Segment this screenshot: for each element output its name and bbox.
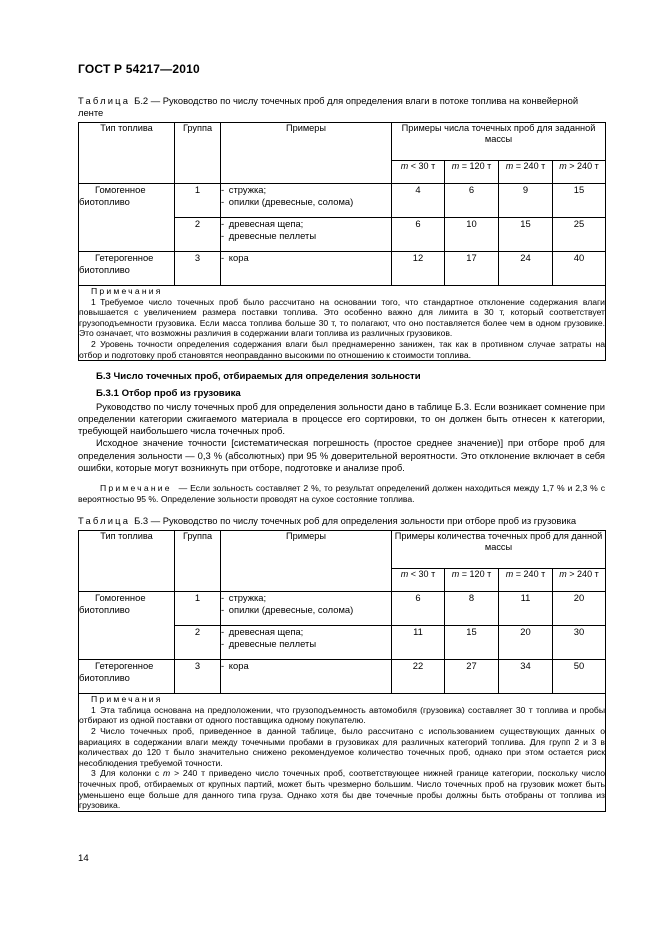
b2-cell: 15	[499, 218, 553, 252]
table-b3	[78, 530, 606, 812]
b2-note-2: 2 Уровень точности определения содержания влаги был преднамеренно занижен, так как в противном случае затраты на отбор и подготовку проб становятся неоправданно высокими по отношению к стоимости топлива.	[79, 338, 605, 360]
b3-group-3: 3	[175, 660, 221, 694]
table-b2-caption-text: Б.2 — Руководство по числу точечных проб для определения влаги в потоке топлива на конвейерной ленте	[78, 95, 579, 118]
b2-group-2: 2	[175, 218, 221, 252]
section-b3-para-2: Исходное значение точности [систематическая погрешность (простое среднее значение)] при отборе проб для определения зольности — 0,3 % (абсолютных) при 95 % доверительной вероятности. Это отклонение включает в себя ошибки, которые могут возникнуть при отборе, подготовке и анализе проб.	[78, 437, 605, 473]
b3-cell: 8	[445, 592, 499, 626]
b3-cell: 11	[499, 592, 553, 626]
b2-col-m30: m < 30 т	[392, 161, 445, 184]
section-b3-note: Примечание — Если зольность составляет 2 %, то результат определений должен находиться между 1,7 % и 2,3 % с вероятностью 95 %. Определение зольности проводят на сухое состояние топлива.	[78, 482, 605, 504]
b3-cell: 50	[553, 660, 606, 694]
b3-col-m240: m = 240 т	[499, 569, 553, 592]
b3-col-fuel-type: Тип топлива	[79, 531, 175, 592]
section-b31-heading: Б.3.1 Отбор проб из грузовика	[96, 388, 241, 400]
doc-code: ГОСТ Р 54217—2010	[78, 62, 200, 76]
b3-examples-3: - кора	[221, 660, 392, 694]
table-b3-caption	[78, 515, 605, 527]
b2-col-m120: m = 120 т	[445, 161, 499, 184]
b3-fuel-heterogeneous: Гетерогенное биотопливо	[79, 660, 175, 694]
b3-note-3: 3 Для колонки с m > 240 т приведено число точечных проб, соответствующее нижней границе категории, поскольку число точечных проб, отбираемых от крупных партий, может быть чрезмерно большим. Число точечных проб на грузовик может быть уменьшено еще больше для данного типа груза. Однако хотя бы две точечные пробы должны быть отобраны от топлива из грузовика.	[79, 768, 605, 811]
b2-fuel-homogeneous: Гомогенное биотопливо	[79, 184, 175, 252]
table-b2-caption-word: Таблица	[78, 95, 131, 106]
table-row	[79, 592, 606, 626]
b3-notes	[79, 694, 606, 812]
b3-cell: 34	[499, 660, 553, 694]
b2-examples-1: - стружка; - опилки (древесные, солома)	[221, 184, 392, 218]
b2-cell: 12	[392, 252, 445, 286]
b2-notes	[79, 286, 606, 361]
b3-note-2: 2 Число точечных проб, приведенное в данной таблице, было рассчитано с использованием существующих данных о вариациях в содержании влаги между точечными пробами в грузовиках для различных категорий топлива. Для групп 2 и 3 в количествах до 120 т было значительно снижено рекомендуемое количество точечных проб, однако при этом остается риск несоблюдения требуемой точности.	[79, 726, 605, 768]
b2-notes-title: Примечания	[91, 286, 163, 296]
b3-col-mass-span: Примеры количества точечных проб для данной массы	[392, 531, 606, 569]
table-b2	[78, 122, 606, 361]
b3-cell: 20	[553, 592, 606, 626]
b3-col-m120: m = 120 т	[445, 569, 499, 592]
section-b3-note-label: Примечание	[100, 482, 172, 493]
b2-col-m240: m = 240 т	[499, 161, 553, 184]
b3-fuel-homogeneous: Гомогенное биотопливо	[79, 592, 175, 660]
b2-cell: 6	[445, 184, 499, 218]
b3-cell: 22	[392, 660, 445, 694]
b3-notes-title: Примечания	[91, 694, 163, 705]
section-b3-heading: Б.3 Число точечных проб, отбираемых для определения зольности	[96, 371, 421, 383]
b2-note-1: 1 Требуемое число точечных проб было рассчитано на основании того, что стандартное отклонение содержания влаги повышается с увеличением размера поставки топлива. Это особенно важно для лимита в 30 т, который соответствует грузоподъемности грузовика. Если масса топлива больше 30 т, то полагают, что оно поставляется более чем в одном грузовике. Это означает, что возможны различия в содержании влаги топлива из различных грузовиков.	[79, 296, 605, 339]
page-number: 14	[78, 853, 89, 864]
table-row	[79, 184, 606, 218]
b3-col-examples: Примеры	[221, 531, 392, 592]
b2-col-examples: Примеры	[221, 123, 392, 184]
b3-cell: 6	[392, 592, 445, 626]
b3-note-1: 1 Эта таблица основана на предположении, что грузоподъемность автомобиля (грузовика) составляет 30 т топлива и пробы отбирают из одной поставки от одного поставщика одному покупателю.	[79, 704, 605, 726]
table-row	[79, 660, 606, 694]
b2-col-mass-span: Примеры числа точечных проб для заданной массы	[392, 123, 606, 161]
table-b2-caption	[78, 95, 605, 118]
table-b3-caption-word: Таблица	[78, 514, 131, 526]
b3-group-2: 2	[175, 626, 221, 660]
b3-col-group: Группа	[175, 531, 221, 592]
b3-examples-1: - стружка; - опилки (древесные, солома)	[221, 592, 392, 626]
b2-cell: 25	[553, 218, 606, 252]
b2-cell: 40	[553, 252, 606, 286]
table-row	[79, 252, 606, 286]
b3-cell: 20	[499, 626, 553, 660]
b2-col-group: Группа	[175, 123, 221, 184]
b3-cell: 11	[392, 626, 445, 660]
b2-col-fuel-type: Тип топлива	[79, 123, 175, 184]
b2-fuel-heterogeneous: Гетерогенное биотопливо	[79, 252, 175, 286]
b2-group-3: 3	[175, 252, 221, 286]
b2-examples-3: - кора	[221, 252, 392, 286]
table-b3-caption-text: Б.3 — Руководство по числу точечных роб для определения зольности при отборе проб из грузовика	[134, 514, 577, 526]
b3-cell: 15	[445, 626, 499, 660]
b3-cell: 27	[445, 660, 499, 694]
b2-cell: 4	[392, 184, 445, 218]
b3-col-m240plus: m > 240 т	[553, 569, 606, 592]
b3-col-m30: m < 30 т	[392, 569, 445, 592]
b3-cell: 30	[553, 626, 606, 660]
section-b3-para-1: Руководство по числу точечных проб для определения зольности дано в таблице Б.3. Если возникает сомнение при определении категории сжигаемого материала в процессе его сортировки, то он должен быть отнесен к категории, требующей наибольшего числа точечных проб.	[78, 401, 605, 437]
b3-group-1: 1	[175, 592, 221, 626]
b2-cell: 10	[445, 218, 499, 252]
b2-col-m240plus: m > 240 т	[553, 161, 606, 184]
b2-cell: 6	[392, 218, 445, 252]
b2-cell: 9	[499, 184, 553, 218]
b2-group-1: 1	[175, 184, 221, 218]
b2-cell: 17	[445, 252, 499, 286]
b2-examples-2: - древесная щепа; - древесные пеллеты	[221, 218, 392, 252]
b2-cell: 24	[499, 252, 553, 286]
b3-examples-2: - древесная щепа; - древесные пеллеты	[221, 626, 392, 660]
b2-cell: 15	[553, 184, 606, 218]
